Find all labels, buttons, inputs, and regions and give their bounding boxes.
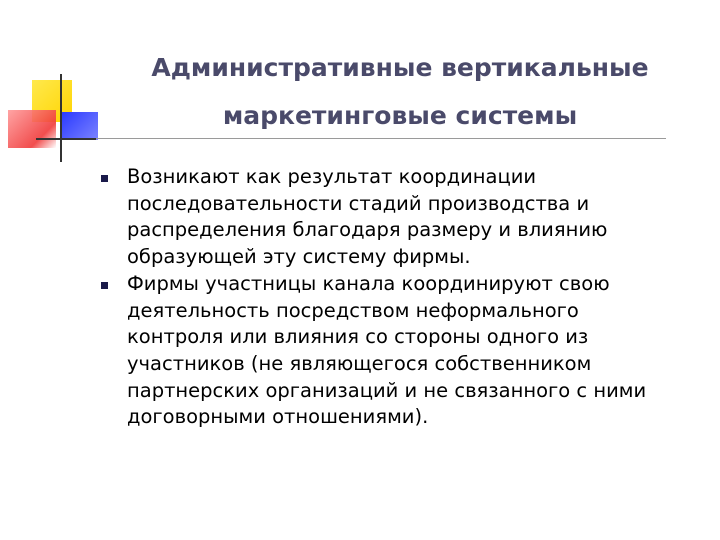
bullet-line: Возникают как результат координации <box>127 165 537 188</box>
bullet-item <box>96 164 696 271</box>
bullet-list <box>96 164 696 431</box>
bullet-line: участников (не являющегося собственником <box>127 351 592 375</box>
blue-square <box>62 112 98 140</box>
bullet-line: контроля или влияния со стороны одного из <box>127 325 589 349</box>
bullet-line: деятельность посредством неформального <box>127 298 579 322</box>
title-underline-accent <box>36 138 96 140</box>
slide-title-line-2: маркетинговые системы <box>222 101 578 130</box>
bullet-line: распределения благодаря размеру и влиянию <box>127 218 608 242</box>
bullet-item <box>96 271 696 431</box>
slide-title-line-1: Административные вертикальные <box>151 53 649 82</box>
bullet-line: образующей эту систему фирмы. <box>127 245 471 269</box>
slide-title <box>100 44 660 140</box>
bullet-square-icon <box>101 282 108 289</box>
bullet-line: договорными отношениями). <box>127 405 429 429</box>
vertical-rule <box>60 74 62 162</box>
bullet-line: Фирмы участницы канала координируют свою <box>127 271 610 295</box>
bullet-line: последовательности стадий производства и <box>127 191 590 215</box>
bullet-square-icon <box>101 175 108 182</box>
bullet-line: партнерских организаций и не связанного с ними <box>127 378 647 402</box>
red-square <box>8 110 56 148</box>
